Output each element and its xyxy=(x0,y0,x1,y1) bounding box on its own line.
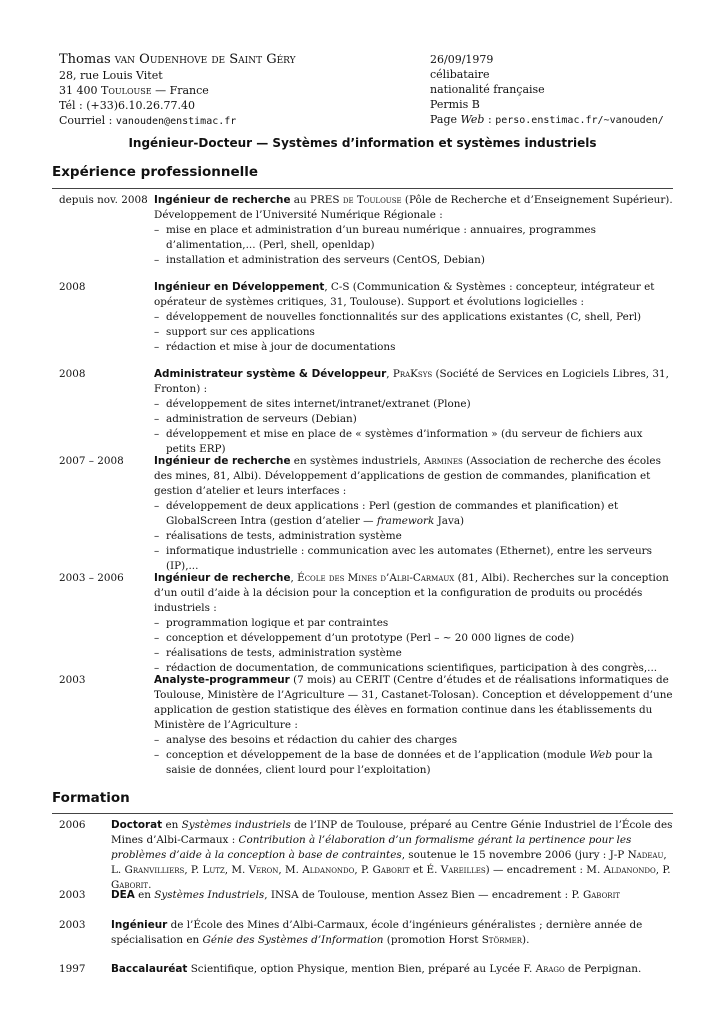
list-item: – administration de serveurs (Debian) xyxy=(154,412,673,427)
entry-date: 2007 – 2008 xyxy=(59,455,124,467)
entry-body: Ingénieur de recherche au PRES de Toulouse (Pôle de Recherche et d’Enseignement Supérieur). Développement de l’Université Numérique Régionale : – mise en place et administration d’un bureau numérique : annuaires, programmes d’alimentation,... (Perl, shell, openldap) – installation et administration des serveurs (CentOS, Debian) xyxy=(154,193,673,268)
birthdate: 26/09/1979 xyxy=(430,53,494,66)
entry-date: 2008 xyxy=(59,368,86,380)
city-line: 31 400 Toulouse — France xyxy=(59,84,209,97)
entry-body: DEA en Systèmes Industriels, INSA de Toulouse, mention Assez Bien — encadrement : P. Gaborit xyxy=(111,889,621,901)
web-link[interactable]: perso.enstimac.fr/~vanouden/ xyxy=(495,115,664,126)
list-item: – développement et mise en place de « systèmes d’information » (du serveur de fichiers aux petits ERP) xyxy=(154,427,673,457)
marital-status: célibataire xyxy=(430,68,490,81)
list-item: – mise en place et administration d’un bureau numérique : annuaires, programmes d’alimentation,... (Perl, shell, openldap) xyxy=(154,223,673,253)
driving-license: Permis B xyxy=(430,98,480,111)
entry-date: 2003 xyxy=(59,919,86,931)
list-item: – support sur ces applications xyxy=(154,325,673,340)
entry-body: Analyste-programmeur (7 mois) au CERIT (Centre d’études et de réalisations informatiques de Toulouse, Ministère de l’Agriculture — 31, Castanet-Tolosan). Conception et développement d’une application de gestion statistique des élèves en formation continue dans les établissements du Ministère de l’Agriculture : – analyse des besoins et rédaction du cahier des charges – conception et développement de la base de données et de l’application (module Web pour la saisie de données, client lourd pour l’exploitation) xyxy=(154,673,673,778)
entry-date: 2003 xyxy=(59,889,86,901)
person-name: Thomas van Oudenhove de Saint Géry xyxy=(59,52,296,67)
section-rule xyxy=(52,813,673,814)
entry-date: depuis nov. 2008 xyxy=(59,194,148,206)
entry-date: 2008 xyxy=(59,281,86,293)
nationality: nationalité française xyxy=(430,83,545,96)
entry-date: 2003 – 2006 xyxy=(59,572,124,584)
email-line: Courriel : vanouden@enstimac.fr xyxy=(59,114,237,127)
address: 28, rue Louis Vitet xyxy=(59,69,163,82)
list-item: – développement de deux applications : Perl (gestion de commandes et planification) et GlobalScreen Intra (gestion d’atelier — framework Java) xyxy=(154,499,673,529)
list-item: – conception et développement d’un prototype (Perl – ~ 20 000 lignes de code) xyxy=(154,631,673,646)
section-rule xyxy=(52,188,673,189)
list-item: – analyse des besoins et rédaction du cahier des charges xyxy=(154,733,673,748)
list-item: – rédaction et mise à jour de documentations xyxy=(154,340,673,355)
entry-date: 1997 xyxy=(59,963,86,975)
list-item: – programmation logique et par contraintes xyxy=(154,616,673,631)
contact-block xyxy=(59,52,419,129)
entry-date: 2003 xyxy=(59,674,86,686)
web-line: Page Web : perso.enstimac.fr/~vanouden/ xyxy=(430,113,664,126)
list-item: – réalisations de tests, administration système xyxy=(154,529,673,544)
entry-body: Ingénieur de recherche, École des Mines d’Albi-Carmaux (81, Albi). Recherches sur la conception d’un outil d’aide à la décision pour la conception et la configuration de produits ou procédés industriels : – programmation logique et par contraintes – conception et développement d’un prototype (Perl – ~ 20 000 lignes de code) – réalisations de tests, administration système – rédaction de documentation, de communications scientifiques, participation à des congrès,... xyxy=(154,571,673,676)
entry-body: Administrateur système & Développeur, PraKsys (Société de Services en Logiciels Libres, 31, Fronton) : – développement de sites internet/intranet/extranet (Plone) – administration de serveurs (Debian) – développement et mise en place de « systèmes d’information » (du serveur de fichiers aux petits ERP) xyxy=(154,367,673,457)
list-item: – conception et développement de la base de données et de l’application (module Web pour la saisie de données, client lourd pour l’exploitation) xyxy=(154,748,673,778)
entry-body: Doctorat en Systèmes industriels de l’INP de Toulouse, préparé au Centre Génie Industriel de l’École des Mines d’Albi-Carmaux : Contribution à l’élaboration d’un formalisme gérant la pertinence pour les problèmes d’aide à la conception à base de contraintes, soutenue le 15 novembre 2006 (jury : J-P Nadeau, L. Granvilliers, P. Lutz, M. Veron, M. Aldanondo, P. Gaborit et É. Vareilles) — encadrement : M. Aldanondo, P. Gaborit. xyxy=(111,819,673,891)
list-item: – développement de nouvelles fonctionnalités sur des applications existantes (C, shell, Perl) xyxy=(154,310,673,325)
list-item: – développement de sites internet/intranet/extranet (Plone) xyxy=(154,397,673,412)
list-item: – rédaction de documentation, de communications scientifiques, participation à des congrès,... xyxy=(154,661,673,676)
formation-section-title: Formation xyxy=(52,790,130,806)
entry-body: Baccalauréat Scientifique, option Physique, mention Bien, préparé au Lycée F. Arago de Perpignan. xyxy=(111,963,642,975)
entry-body: Ingénieur en Développement, C-S (Communication & Systèmes : concepteur, intégrateur et opérateur de systèmes critiques, 31, Toulouse). Support et évolutions logicielles : – développement de nouvelles fonctionnalités sur des applications existantes (C, shell, Perl) – support sur ces applications – rédaction et mise à jour de documentations xyxy=(154,280,673,355)
entry-body: Ingénieur de l’École des Mines d’Albi-Carmaux, école d’ingénieurs généralistes ; dernière année de spécialisation en Génie des Systèmes d’Information (promotion Horst Störmer). xyxy=(111,919,643,946)
email-link[interactable]: vanouden@enstimac.fr xyxy=(115,116,237,127)
list-item: – installation et administration des serveurs (CentOS, Debian) xyxy=(154,253,673,268)
cv-tagline: Ingénieur-Docteur — Systèmes d’information et systèmes industriels xyxy=(128,136,597,150)
list-item: – informatique industrielle : communication avec les automates (Ethernet), entre les serveurs (IP),... xyxy=(154,544,673,574)
experience-section-title: Expérience professionnelle xyxy=(52,164,259,180)
phone: Tél : (+33)6.10.26.77.40 xyxy=(59,99,195,112)
entry-date: 2006 xyxy=(59,819,86,831)
personal-info-block xyxy=(430,52,710,128)
entry-body: Ingénieur de recherche en systèmes industriels, Armines (Association de recherche des écoles des mines, 81, Albi). Développement d’applications de gestion de commandes, planification et gestion d’atelier et leurs interfaces : – développement de deux applications : Perl (gestion de commandes et planification) et GlobalScreen Intra (gestion d’atelier — framework Java) – réalisations de tests, administration système – informatique industrielle : communication avec les automates (Ethernet), entre les serveurs (IP),... xyxy=(154,454,673,574)
list-item: – réalisations de tests, administration système xyxy=(154,646,673,661)
